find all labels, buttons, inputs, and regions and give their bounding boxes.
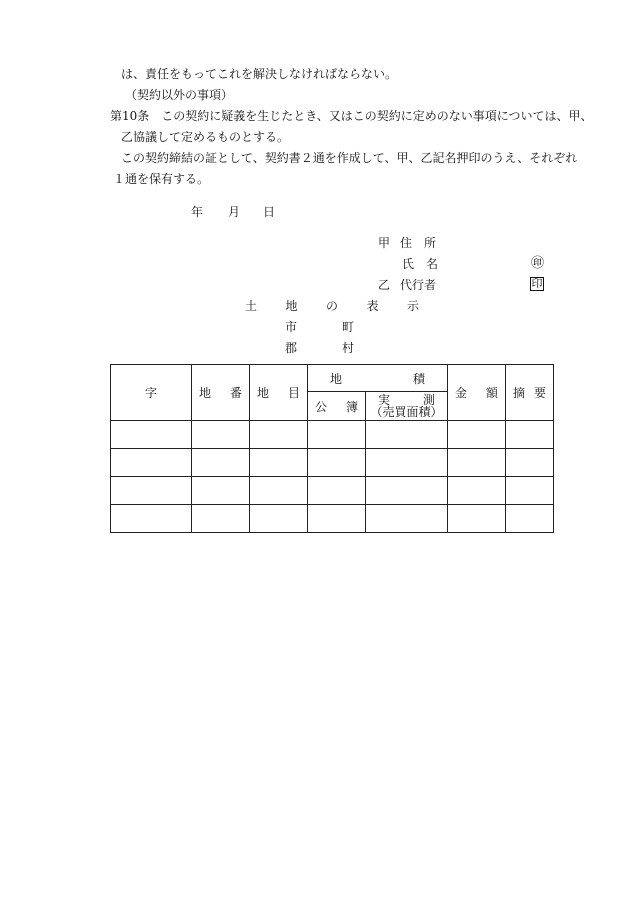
village-label: 村 <box>341 341 354 355</box>
agent-label: 代行者 <box>400 278 437 292</box>
header-aza: 字 <box>111 365 192 421</box>
table-cell <box>308 421 366 449</box>
table-cell <box>308 449 366 477</box>
article-10-line-1: 第10条 この契約に疑義を生じたとき、又はこの契約に定めのない事項については、甲、 <box>110 109 593 123</box>
land-title-char: 表 <box>366 299 379 313</box>
header-char: 地 <box>257 386 270 400</box>
land-title-char: の <box>325 299 338 313</box>
name-label: 氏 名 <box>402 257 439 271</box>
article-10-line-2: 乙協議して定めるものとする。 <box>121 130 290 144</box>
closing-line-2: １通を保有する。 <box>113 172 210 186</box>
header-char: 測 <box>422 393 435 407</box>
table-cell <box>506 477 554 505</box>
header-char: 金 <box>455 386 468 400</box>
table-cell <box>111 421 192 449</box>
table-cell <box>366 477 448 505</box>
table-row <box>111 421 554 449</box>
seal-mark-otsu: 印 <box>531 277 543 290</box>
table-cell <box>308 477 366 505</box>
table-cell <box>448 421 506 449</box>
header-chimoku <box>250 365 308 421</box>
header-char: 実 <box>378 393 391 407</box>
table-cell <box>506 421 554 449</box>
date-year: 年 <box>191 205 204 219</box>
county-label: 郡 <box>285 341 298 355</box>
clause-continuation: は、責任をもってこれを解決しなければならない。 <box>121 67 398 81</box>
table-cell <box>250 505 308 533</box>
header-char: 要 <box>533 386 546 400</box>
header-char: 公 <box>315 399 328 414</box>
header-chiseki <box>308 365 448 392</box>
header-char: 目 <box>287 386 300 400</box>
land-description-title <box>245 299 419 313</box>
header-char: 地 <box>330 371 343 386</box>
header-char: 摘 <box>513 386 526 400</box>
table-row <box>111 505 554 533</box>
header-char: 簿 <box>345 399 358 414</box>
city-label: 市 <box>285 320 298 334</box>
table-cell <box>192 477 250 505</box>
table-cell <box>448 505 506 533</box>
table-cell <box>448 477 506 505</box>
table-cell <box>250 477 308 505</box>
table-row <box>111 477 554 505</box>
header-jissoku-sub: （売買面積） <box>370 405 443 419</box>
header-char: 額 <box>485 386 498 400</box>
table-cell <box>111 505 192 533</box>
header-tekiyou <box>506 365 554 421</box>
table-cell <box>366 449 448 477</box>
header-char: 番 <box>229 386 242 400</box>
table-cell <box>192 421 250 449</box>
land-title-char: 示 <box>406 299 419 313</box>
table-cell <box>192 449 250 477</box>
table-cell <box>111 449 192 477</box>
county-village-row <box>285 341 354 355</box>
party-ko-mark: 甲 <box>378 236 391 250</box>
table-cell <box>506 449 554 477</box>
table-cell <box>250 421 308 449</box>
table-cell <box>111 477 192 505</box>
table-cell <box>192 505 250 533</box>
header-chiban <box>192 365 250 421</box>
land-table <box>110 364 554 533</box>
table-row <box>111 449 554 477</box>
header-char: 積 <box>412 371 425 386</box>
table-cell <box>366 421 448 449</box>
table-cell <box>506 505 554 533</box>
date-month: 月 <box>228 205 241 219</box>
land-title-char: 土 <box>245 299 258 313</box>
header-jissoku <box>366 392 448 421</box>
section-heading-other-matters: （契約以外の事項） <box>125 88 234 102</box>
date-day: 日 <box>263 205 276 219</box>
seal-mark-ko: ㊞ <box>531 256 545 271</box>
closing-line-1: この契約締結の証として、契約書２通を作成して、甲、乙記名押印のうえ、それぞれ <box>121 151 578 165</box>
table-cell <box>250 449 308 477</box>
table-cell <box>448 449 506 477</box>
party-otsu-mark: 乙 <box>378 278 391 292</box>
header-koubo <box>308 392 366 421</box>
land-title-char: 地 <box>285 299 298 313</box>
header-char: 地 <box>199 386 212 400</box>
city-town-row <box>285 320 354 334</box>
town-label: 町 <box>341 320 354 334</box>
table-cell <box>366 505 448 533</box>
table-cell <box>308 505 366 533</box>
address-label: 住 所 <box>400 236 437 250</box>
header-kingaku <box>448 365 506 421</box>
